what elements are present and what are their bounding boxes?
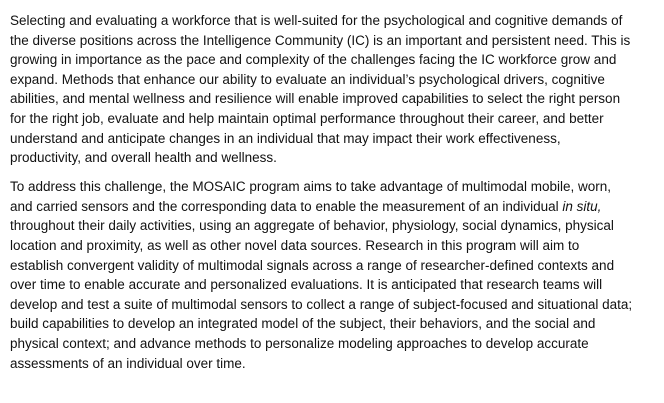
text-segment: and carried sensors and the corresponding data to enable the measurement of an individual: [10, 198, 563, 214]
text-line: physical context; and advance methods to personalize modeling approaches to develop accurate: [10, 336, 589, 351]
paragraph-workforce-need: [10, 11, 662, 168]
text-line: location and proximity, as well as other novel data sources. Research in this program will aim to: [10, 238, 580, 254]
text-line: expand. Methods that enhance our ability to evaluate an individual’s psychological drivers, cognitive: [10, 71, 605, 87]
paragraph-mosaic-program: [10, 177, 662, 373]
document-body: [10, 11, 662, 373]
text-line: productivity, and overall health and wellness.: [10, 150, 277, 166]
text-line: To address this challenge, the MOSAIC program aims to take advantage of multimodal mobile, worn,: [10, 179, 612, 195]
text-line: Selecting and evaluating a workforce that is well-suited for the psychological and cognitive demands of: [10, 13, 623, 28]
text-line: growing in importance as the pace and complexity of the challenges facing the IC workforce grow and: [10, 52, 617, 68]
italic-phrase-in-situ: in situ,: [562, 198, 602, 214]
text-line: throughout their daily activities, using an aggregate of behavior, physiology, social dynamics, physical: [10, 218, 614, 234]
text-line: build capabilities to develop an integrated model of the subject, their behaviors, and the social and: [10, 316, 596, 332]
text-line: for the right job, evaluate and help maintain optimal performance throughout their career, and better: [10, 110, 604, 126]
text-line-with-italic: [10, 197, 662, 217]
text-line: assessments of an individual over time.: [10, 355, 246, 371]
text-line: establish convergent validity of multimodal signals across a range of researcher-defined contexts and: [10, 257, 615, 273]
text-line: abilities, and mental wellness and resilience will enable improved capabilities to select the right person: [10, 91, 621, 107]
text-line: over time to enable accurate and personalized evaluations. It is anticipated that research teams will: [10, 277, 603, 293]
text-line: understand and anticipate changes in an individual that may impact their work effectiveness,: [10, 130, 561, 146]
text-line: develop and test a suite of multimodal sensors to collect a range of subject-focused and situational data;: [10, 296, 633, 312]
text-line: the diverse positions across the Intelligence Community (IC) is an important and persistent need. This is: [10, 32, 631, 48]
